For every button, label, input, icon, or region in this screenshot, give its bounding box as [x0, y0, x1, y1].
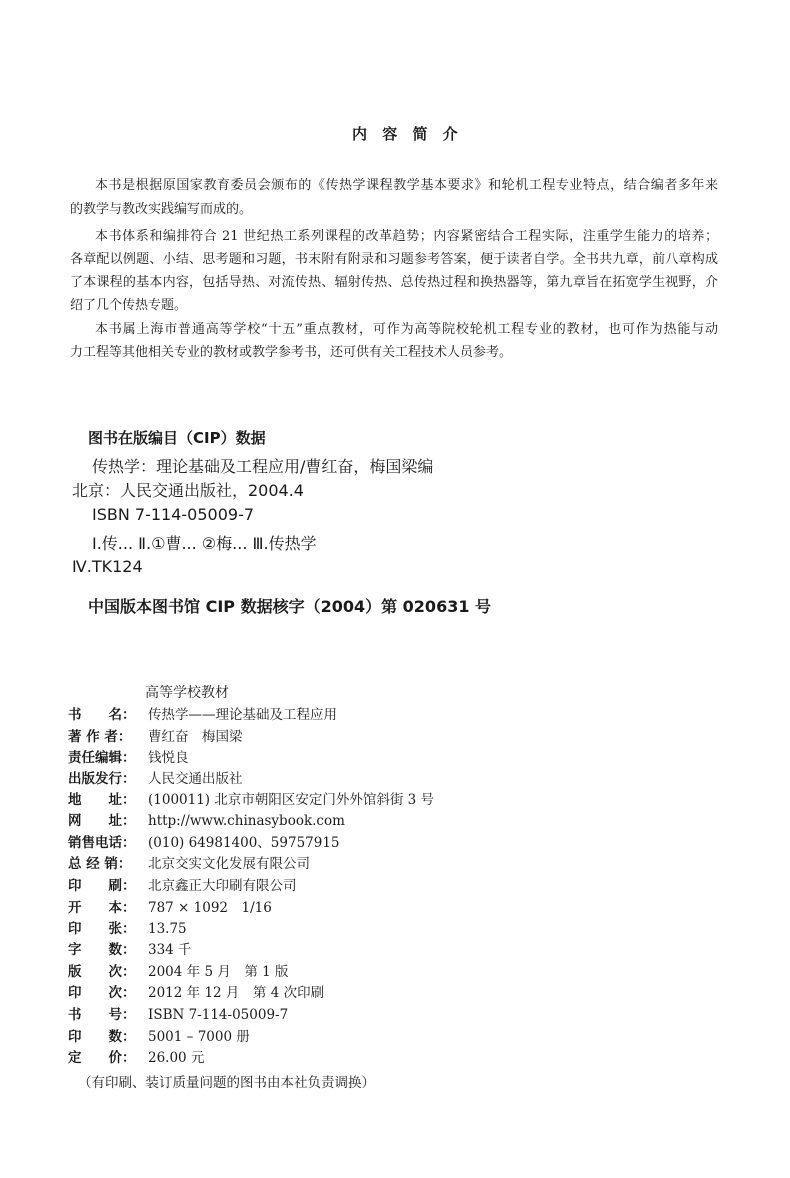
row-value: http://www.chinasybook.com	[148, 813, 345, 829]
summary-line: 力工程等其他相关专业的教材或教学参考书，还可供有关工程技术人员参考。	[70, 345, 513, 360]
colophon-row-format	[68, 899, 272, 917]
row-label: 定 价：	[68, 1050, 136, 1066]
row-label: 地 址：	[68, 792, 136, 808]
row-value: 334 千	[148, 942, 192, 958]
row-label: 印 张：	[68, 921, 136, 937]
colophon-row-website	[68, 812, 345, 830]
cip-line: Ⅳ.TK124	[72, 557, 143, 576]
row-value: 传热学——理论基础及工程应用	[148, 707, 337, 723]
row-value: 北京交实文化发展有限公司	[148, 856, 310, 872]
row-value: 曹红奋 梅国梁	[148, 729, 243, 745]
row-label: 字 数：	[68, 942, 136, 958]
colophon-row-phone	[68, 834, 340, 852]
colophon-row-impression	[68, 984, 324, 1002]
row-label: 总 经 销：	[68, 856, 132, 872]
row-value: 2004 年 5 月 第 1 版	[148, 964, 289, 980]
cip-line: ISBN 7-114-05009-7	[92, 505, 255, 524]
row-label: 销售电话：	[68, 835, 136, 851]
summary-line: 绍了几个传热专题。	[70, 298, 188, 313]
row-value: 26.00 元	[148, 1050, 205, 1066]
row-value: 2012 年 12 月 第 4 次印刷	[148, 985, 325, 1001]
cip-heading: 图书在版编目（CIP）数据	[88, 429, 266, 447]
quality-note: （有印刷、装订质量问题的图书由本社负责调换）	[78, 1075, 375, 1091]
series-name: 高等学校教材	[145, 685, 229, 701]
colophon-row-sheets	[68, 920, 187, 938]
summary-line: 了本课程的基本内容，包括导热、对流传热、辐射传热、总传热过程和换热器等，第九章旨在拓宽学生视野，介	[70, 275, 718, 290]
row-label: 开 本：	[68, 900, 136, 916]
row-value: 5001 – 7000 册	[148, 1029, 250, 1045]
colophon-row-printer	[68, 877, 297, 895]
colophon-row-publisher	[68, 770, 243, 788]
colophon-row-title	[68, 706, 337, 724]
cip-line: Ⅰ.传... Ⅱ.①曹... ②梅... Ⅲ.传热学	[92, 534, 317, 553]
summary-line: 本书是根据原国家教育委员会颁布的《传热学课程教学基本要求》和轮机工程专业特点，结合编者多年来	[95, 178, 718, 193]
row-value: 13.75	[148, 921, 187, 937]
colophon-row-word-count	[68, 941, 192, 959]
colophon-row-author	[68, 728, 243, 746]
row-label: 印 次：	[68, 985, 136, 1001]
row-value: 钱悦良	[148, 750, 189, 766]
summary-line: 本书体系和编排符合 21 世纪热工系列课程的改革趋势；内容紧密结合工程实际，注重学生能力的培养；	[95, 229, 718, 244]
row-value: (100011) 北京市朝阳区安定门外外馆斜街 3 号	[148, 792, 435, 808]
row-label: 印 刷：	[68, 878, 136, 894]
cip-record-number: 中国版本图书馆 CIP 数据核字（2004）第 020631 号	[88, 597, 492, 616]
summary-line: 的教学与教改实践编写而成的。	[70, 202, 253, 217]
row-value: (010) 64981400、59757915	[148, 835, 340, 851]
row-value: 787 × 1092 1/16	[148, 900, 272, 916]
cip-line: 北京：人民交通出版社，2004.4	[72, 481, 304, 500]
colophon-row-editor	[68, 749, 189, 767]
row-value: 北京鑫正大印刷有限公司	[148, 878, 297, 894]
summary-line: 本书属上海市普通高等学校“十五”重点教材，可作为高等院校轮机工程专业的教材，也可作为热能与动	[95, 322, 718, 337]
cip-line: 传热学：理论基础及工程应用/曹红奋，梅国梁编	[92, 457, 434, 476]
row-value: 人民交通出版社	[148, 771, 243, 787]
colophon-row-isbn	[68, 1006, 288, 1024]
summary-title: 内 容 简 介	[352, 125, 463, 143]
row-label: 出版发行：	[68, 771, 136, 787]
row-label: 印 数：	[68, 1029, 136, 1045]
row-label: 版 次：	[68, 964, 136, 980]
colophon-row-address	[68, 791, 434, 809]
colophon-row-print-run	[68, 1028, 250, 1046]
row-value: ISBN 7-114-05009-7	[148, 1007, 289, 1023]
colophon-row-price	[68, 1049, 204, 1067]
row-label: 网 址：	[68, 813, 136, 829]
row-label: 书 名：	[68, 707, 136, 723]
row-label: 书 号：	[68, 1007, 136, 1023]
row-label: 责任编辑：	[68, 750, 136, 766]
colophon-row-distributor	[68, 855, 310, 873]
colophon-row-edition	[68, 963, 289, 981]
summary-line: 各章配以例题、小结、思考题和习题，书末附有附录和习题参考答案，便于读者自学。全书共九章，前八章构成	[70, 252, 718, 267]
row-label: 著 作 者：	[68, 729, 132, 745]
